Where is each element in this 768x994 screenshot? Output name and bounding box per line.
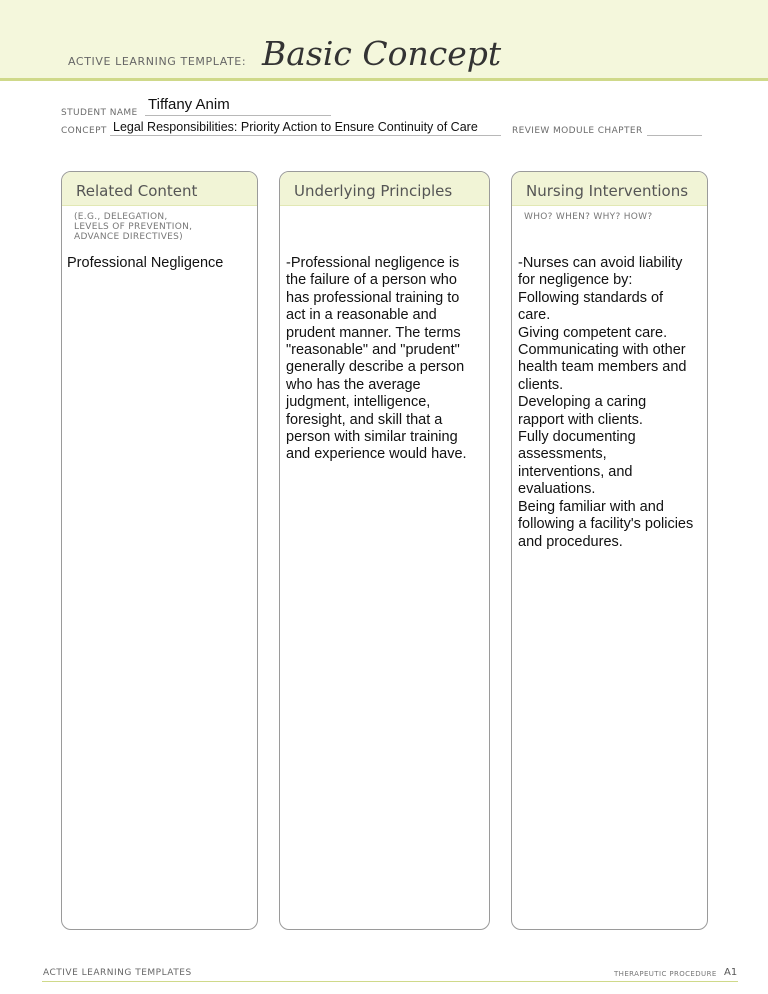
footer-rule: [42, 981, 738, 982]
review-module-line: [647, 135, 702, 136]
header-rule: [0, 78, 768, 81]
concept-value[interactable]: Legal Responsibilities: Priority Action to Ensure Continuity of Care: [113, 120, 478, 134]
student-name-label: STUDENT NAME: [61, 108, 138, 118]
concept-line: [110, 135, 501, 136]
page-number: A1: [724, 967, 738, 978]
footer-right: THERAPEUTIC PROCEDURE: [614, 970, 717, 978]
underlying-principles-text[interactable]: -Professional negligence is the failure of a person who has professional training to act in a reasonable and prudent manner. The terms "reasonable" and "prudent" generally describe a person who has the average judgment, intelligence, foresight, and skill that a person with similar training and experience would have.: [286, 255, 467, 463]
nursing-interventions-text[interactable]: -Nurses can avoid liability for negligence by: Following standards of care. Giving competent care. Communicating with other health team members and clients. Developing a caring rapport with clients. Fully documenting assessments, interventions, and evaluations. Being familiar with and following a facility's policies and procedures.: [518, 255, 694, 550]
column-title: Related Content: [62, 172, 257, 206]
column-subtitle: WHO? WHEN? WHY? HOW?: [524, 212, 653, 222]
column-related-content: [61, 171, 258, 930]
student-name-value[interactable]: Tiffany Anim: [148, 96, 230, 113]
student-name-line: [145, 115, 331, 116]
column-title: Underlying Principles: [280, 172, 489, 206]
concept-label: CONCEPT: [61, 126, 107, 136]
template-title: Basic Concept: [262, 34, 502, 73]
template-label: ACTIVE LEARNING TEMPLATE:: [68, 55, 247, 68]
column-title: Nursing Interventions: [512, 172, 707, 206]
review-module-label: REVIEW MODULE CHAPTER: [512, 126, 643, 136]
related-content-text[interactable]: Professional Negligence: [67, 255, 224, 271]
footer-left: ACTIVE LEARNING TEMPLATES: [43, 968, 192, 978]
column-subtitle: (E.G., DELEGATION, LEVELS OF PREVENTION, ADVANCE DIRECTIVES): [74, 212, 193, 242]
